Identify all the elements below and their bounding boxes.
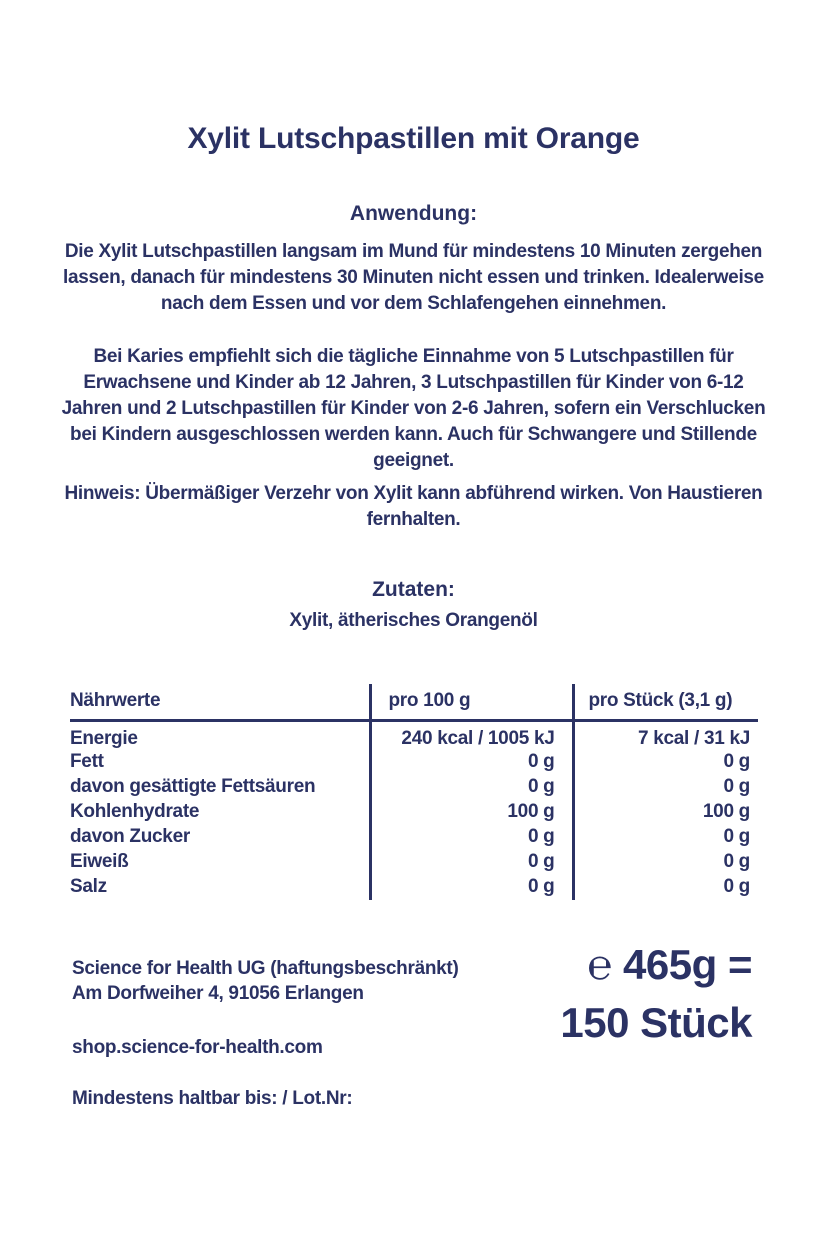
- nutrient-value-per100g: 0 g: [370, 775, 573, 800]
- table-row: [70, 720, 758, 750]
- usage-paragraph-1: Die Xylit Lutschpastillen langsam im Mund für mindestens 10 Minuten zergehen lassen, danach für mindestens 30 Minuten nicht essen und trinken. Idealerweise nach dem Essen und vor dem Schlafengehen einnehmen.: [63, 241, 764, 314]
- nutrient-value-per100g: 0 g: [370, 825, 573, 850]
- table-row: [70, 750, 758, 775]
- manufacturer-address: [72, 956, 458, 1006]
- net-weight-estimated: ℮ 465g =: [587, 941, 752, 988]
- table-row: [70, 875, 758, 900]
- table-row: [70, 775, 758, 800]
- nutrient-label: Kohlenhydrate: [70, 801, 200, 822]
- usage-paragraph-2: Bei Karies empfiehlt sich die tägliche Einnahme von 5 Lutschpastillen für Erwachsene und Kinder ab 12 Jahren, 3 Lutschpastillen für Kinder von 6-12 Jahren und 2 Lutschpastillen für Kinder von 2-6 Jahren, sofern ein Verschlucken bei Kindern ausgeschlossen werden kann. Auch für Schwangere und Stillende geeignet.: [61, 346, 766, 471]
- nutrition-header-row: [70, 684, 758, 720]
- website-url: shop.science-for-health.com: [72, 1037, 323, 1058]
- nutrient-value-per100g: 0 g: [370, 750, 573, 775]
- nutrition-col-header-per100g: pro 100 g: [370, 684, 573, 720]
- nutrient-label: davon Zucker: [70, 826, 190, 847]
- nutrient-label: Salz: [70, 876, 107, 897]
- nutrient-value-perpiece: 100 g: [573, 800, 758, 825]
- nutrient-label: Eiweiß: [70, 851, 129, 872]
- company-name: Science for Health UG (haftungsbeschränkt): [72, 958, 459, 979]
- page-title: Xylit Lutschpastillen mit Orange: [187, 122, 640, 155]
- nutrient-value-perpiece: 0 g: [573, 775, 758, 800]
- nutrient-value-per100g: 0 g: [370, 875, 573, 900]
- nutrient-value-perpiece: 0 g: [573, 875, 758, 900]
- ingredients-list: Xylit, ätherisches Orangenöl: [289, 610, 538, 631]
- company-street-city: Am Dorfweiher 4, 91056 Erlangen: [72, 983, 364, 1004]
- best-before-lot-label: Mindestens haltbar bis: / Lot.Nr:: [72, 1088, 353, 1109]
- usage-note-paragraph: Hinweis: Übermäßiger Verzehr von Xylit kann abführend wirken. Von Haustieren fernhalten.: [64, 483, 763, 530]
- net-quantity: [560, 936, 752, 1052]
- nutrient-label: davon gesättigte Fettsäuren: [70, 776, 316, 797]
- nutrient-value-perpiece: 0 g: [573, 750, 758, 775]
- anwendung-heading: Anwendung:: [349, 202, 478, 225]
- nutrient-value-perpiece: 7 kcal / 31 kJ: [573, 720, 758, 750]
- nutrient-value-per100g: 100 g: [370, 800, 573, 825]
- zutaten-heading: Zutaten:: [372, 578, 455, 601]
- nutrient-label: Fett: [70, 751, 104, 772]
- nutrition-col-header-perpiece: pro Stück (3,1 g): [573, 684, 758, 720]
- table-row: [70, 825, 758, 850]
- piece-count: 150 Stück: [560, 999, 752, 1046]
- nutrient-value-perpiece: 0 g: [573, 850, 758, 875]
- nutrient-value-perpiece: 0 g: [573, 825, 758, 850]
- nutrition-col-header-name: Nährwerte: [70, 684, 370, 720]
- nutrient-value-per100g: 240 kcal / 1005 kJ: [370, 720, 573, 750]
- table-row: [70, 800, 758, 825]
- nutrition-table: [70, 684, 758, 900]
- table-row: [70, 850, 758, 875]
- nutrient-value-per100g: 0 g: [370, 850, 573, 875]
- nutrient-label: Energie: [70, 727, 138, 749]
